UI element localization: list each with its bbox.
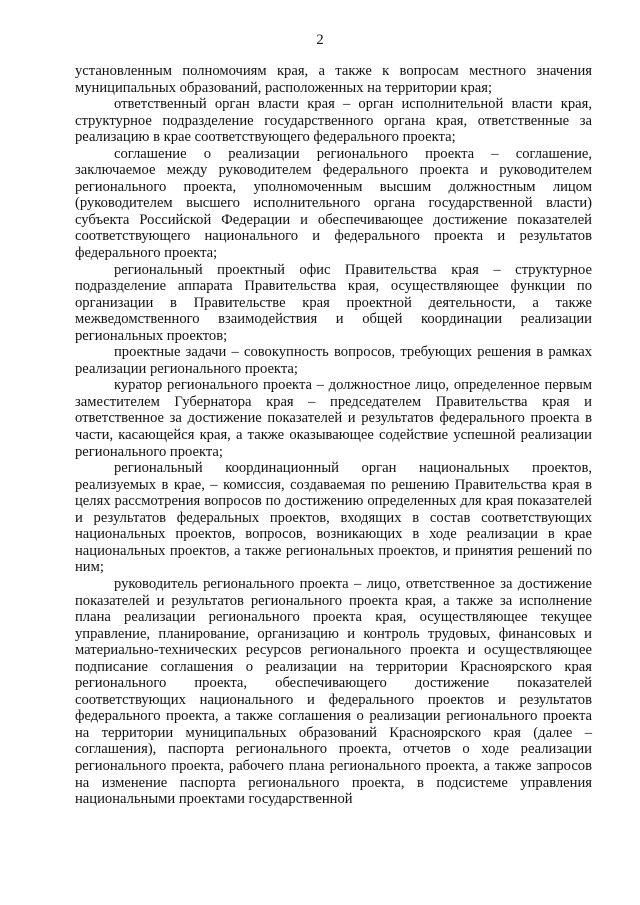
paragraph-responsible-authority: ответственный орган власти края – орган исполнительной власти края, структурное подразделение государственного органа края, ответственные за реализацию в крае соответствующего федерального проекта; bbox=[75, 96, 592, 146]
page-number: 2 bbox=[316, 32, 324, 48]
paragraph-curator: куратор регионального проекта – должностное лицо, определенное первым заместителем Губернатора края – председателем Правительства края и ответственное за достижение показателей и результатов федерального проекта в части, касающейся края, а также оказывающее содействие успешной реализации регионального проекта; bbox=[75, 377, 592, 460]
paragraph-project-office: региональный проектный офис Правительства края – структурное подразделение аппарата Правительства края, осуществляющее функции по организации в Правительстве края проектной деятельности, а также межведомственного взаимодействия и общей координации реализации региональных проектов; bbox=[75, 261, 592, 344]
document-body bbox=[75, 63, 592, 808]
paragraph-agreement: соглашение о реализации регионального проекта – соглашение, заключаемое между руководителем федерального проекта и руководителем регионального проекта, уполномоченным высшим должностным лицом (руководителем высшего исполнительного органа государственной власти) субъекта Российской Федерации и обеспечивающее достижение показателей соответствующего национального и федерального проекта и результатов федерального проекта; bbox=[75, 145, 592, 262]
paragraph-project-tasks: проектные задачи – совокупность вопросов, требующих решения в рамках реализации регионального проекта; bbox=[75, 344, 592, 377]
paragraph-coordination-body: региональный координационный орган национальных проектов, реализуемых в крае, – комиссия, создаваемая по решению Правительства края в целях рассмотрения вопросов по достижению определенных для края показателей и результатов федеральных проектов, входящих в состав соответствующих национальных проектов, вопросов, возникающих в ходе реализации в крае национальных проектов, а также региональных проектов, и принятия решений по ним; bbox=[75, 460, 592, 576]
paragraph-continuation: установленным полномочиям края, а также к вопросам местного значения муниципальных образований, расположенных на территории края; bbox=[75, 63, 592, 96]
paragraph-project-head: руководитель регионального проекта – лицо, ответственное за достижение показателей и результатов регионального проекта края, а также за исполнение плана реализации регионального проекта края, осуществляющее текущее управление, планирование, организацию и контроль трудовых, финансовых и материально-технических ресурсов регионального проекта и осуществляющее подписание соглашения о реализации на территории Красноярского края регионального проекта, обеспечивающего достижение показателей соответствующих национального и федерального проектов и результатов федерального проекта, а также соглашения о реализации регионального проекта на территории муниципальных образований Красноярского края (далее – соглашения), паспорта регионального проекта, отчетов о ходе реализации регионального проекта, рабочего плана регионального проекта, а также запросов на изменение паспорта регионального проекта, в подсистеме управления национальными проектами государственной bbox=[75, 575, 592, 808]
